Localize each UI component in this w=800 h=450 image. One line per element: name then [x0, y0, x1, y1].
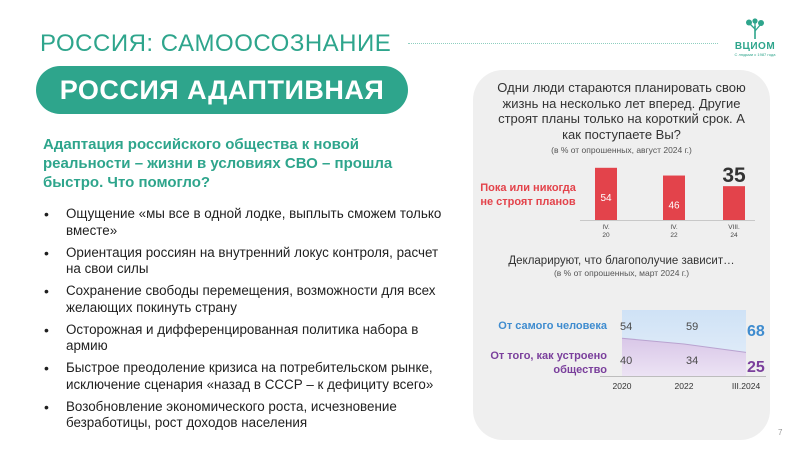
bar-series-label: Пока или никогда не строят планов: [480, 182, 576, 208]
page-header-title: РОССИЯ: САМООСОЗНАНИЕ: [40, 30, 392, 57]
bar-tick-label: 22: [670, 232, 678, 239]
list-item: • Быстрое преодоление кризиса на потребительском рынке, исключение сценария «назад в СССР – к дефициту всего»: [44, 360, 454, 393]
bar-chart-title: Одни люди стараются планировать свою жизнь на несколько лет вперед. Другие строят планы только на короткий срок. А как поступаете Вы?: [497, 80, 746, 142]
list-item: • Возобновление экономического роста, исчезновение безработицы, рост доходов населения: [44, 399, 454, 432]
bar-value-label: 46: [668, 200, 680, 212]
bar-value-label: 54: [600, 192, 612, 204]
logo-name: ВЦИОМ: [734, 41, 776, 52]
bar-tick-label: 20: [602, 232, 610, 239]
list-item: • Ощущение «мы все в одной лодке, выплыть сможем только вместе»: [44, 206, 454, 239]
area-chart-title: Декларируют, что благополучие зависит…: [508, 255, 735, 267]
bar-tick-label: 24: [730, 232, 738, 239]
list-item: • Осторожная и дифференцированная политика набора в армию: [44, 322, 454, 355]
logo-tagline: С людьми с 1987 года: [734, 52, 776, 57]
bar-tick-label: IV.: [670, 224, 678, 231]
area-value-label: 40: [620, 355, 633, 367]
bullet-list: [44, 206, 454, 437]
area-value-label: 68: [747, 323, 765, 340]
area-value-label: 34: [686, 355, 699, 367]
list-item: • Ориентация россиян на внутренний локус контроля, расчет на свои силы: [44, 245, 454, 278]
bar-tick-label: IV.: [602, 224, 610, 231]
logo: [728, 18, 782, 57]
bar-chart: [580, 150, 760, 250]
area-value-label: 59: [686, 321, 699, 333]
bar-chart-subtitle: (в % от опрошенных, август 2024 г.): [551, 145, 692, 155]
bar-chart-title-block: [489, 80, 754, 155]
bar: [663, 176, 685, 220]
area-series-label-society: От того, как устроено общество: [490, 350, 607, 376]
bar-tick-label: VIII.: [728, 224, 740, 231]
tree-icon: [741, 18, 769, 40]
area-chart-subtitle: (в % от опрошенных, март 2024 г.): [553, 268, 690, 278]
area-tick-label: III.2024: [731, 381, 761, 391]
bar-value-label: 35: [722, 164, 746, 188]
area-series-label-self: От самого человека: [498, 320, 607, 332]
area-tick-label: 2022: [674, 381, 694, 391]
section-banner: РОССИЯ АДАПТИВНАЯ: [36, 66, 408, 114]
bar: [723, 186, 745, 220]
list-item: • Сохранение свободы перемещения, возможности для всех желающих покинуть страну: [44, 283, 454, 316]
area-value-label: 54: [620, 321, 633, 333]
area-tick-label: 2020: [612, 381, 632, 391]
header-divider: [408, 43, 718, 44]
main-question: Адаптация российского общества к новой реальности – жизни в условиях СВО – прошла быстро. Что помогло?: [43, 136, 393, 191]
area-value-label: 25: [747, 359, 765, 376]
area-chart: [600, 300, 770, 400]
page-number: 7: [778, 428, 783, 437]
